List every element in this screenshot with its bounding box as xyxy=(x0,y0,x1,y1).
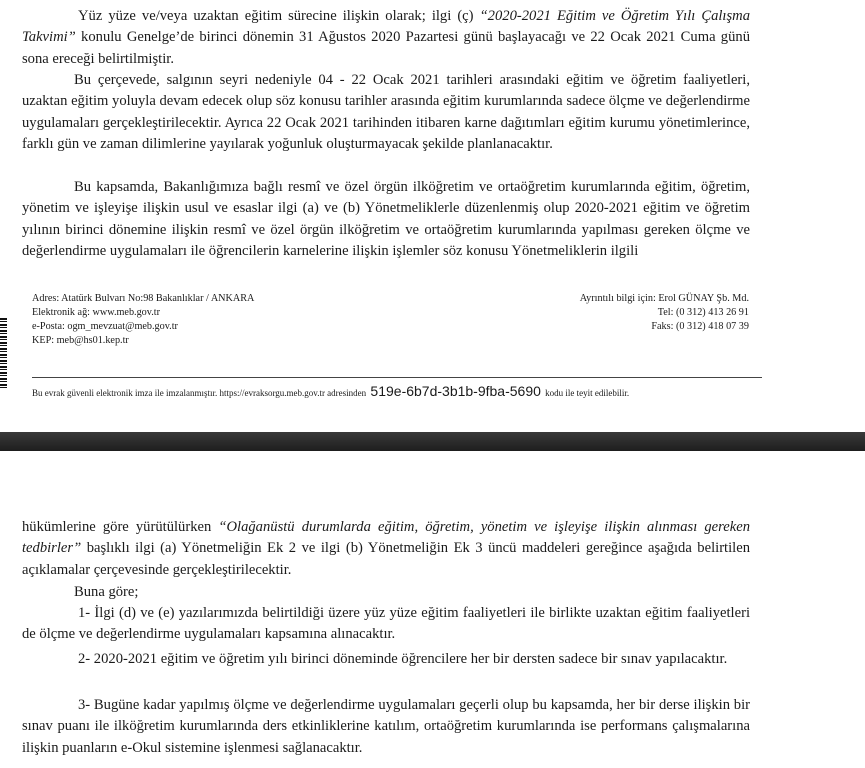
footer-tel: Tel: (0 312) 413 26 91 xyxy=(657,307,749,318)
footer-divider xyxy=(32,377,762,378)
verification-code: 519e-6b7d-3b1b-9fba-5690 xyxy=(370,383,541,399)
paragraph-3: Bu kapsamda, Bakanlığımıza bağlı resmî ve özel örgün ilköğretim ve ortaöğretim kurumlarında eğitim, öğretim, yönetim ve işleyişe ilişkin usul ve esaslar ilgi (a) ve (b) Yönetmeliklerle düzenlenmiş olup 2020-2021 eğitim ve öğretim yılının birinci dönemine ilişkin resmî ve özel örgün ilköğretim ve ortaöğretim kurumlarında yapılması gereken ölçme ve değerlendirme uygulamaları ile öğrencilerin karnelerine ilişkin işlemler söz konusu Yönetmeliklerin ilgili xyxy=(22,179,750,259)
list-item-3: 3- Bugüne kadar yapılmış ölçme ve değerlendirme uygulamaları geçerli olup bu kapsamda, her bir derse ilişkin bir sınav puanı ile ilköğretim kurumlarında ders etkinliklerine katılım, ortaöğretim kurumlarında ise performans çalışmalarına ilişkin puanların e-Okul sistemine işlenmesi sağlanacaktır. xyxy=(22,697,750,756)
barcode xyxy=(0,318,7,390)
footer-email: e-Posta: ogm_mevzuat@meb.gov.tr xyxy=(32,321,178,332)
regulation-title: “Olağanüstü durumlarda eğitim, öğretim, yönetim ve işleyişe ilişkin alınması gereken tedbirler” xyxy=(22,519,750,557)
footer-left xyxy=(32,292,254,348)
footer-fax: Faks: (0 312) 418 07 39 xyxy=(651,321,749,332)
paragraph-4: hükümlerine göre yürütülürken “Olağanüstü durumlarda eğitim, öğretim, yönetim ve işleyişe ilişkin alınması gereken tedbirler” başlıklı ilgi (a) Yönetmeliğin Ek 2 ve ilgi (b) Yönetmeliğin Ek 3 üncü maddeleri gereğince aşağıda belirtilen açıklamalar çerçevesinde gerçekleştirilecektir. xyxy=(22,519,750,578)
footer-web: Elektronik ağ: www.meb.gov.tr xyxy=(32,307,160,318)
verification-line: Bu evrak güvenli elektronik imza ile imzalanmıştır. https://evraksorgu.meb.gov.tr adresinden 519e-6b7d-3b1b-9fba-5690 kodu ile teyit edilebilir. xyxy=(32,383,630,399)
document-page-2 xyxy=(0,451,865,768)
paragraph-5: Buna göre; xyxy=(74,584,139,600)
footer-kep: KEP: meb@hs01.kep.tr xyxy=(32,335,129,346)
paragraph-1: Yüz yüze ve/veya uzaktan eğitim sürecine ilişkin olarak; ilgi (ç) “2020-2021 Eğitim ve Öğretim Yılı Çalışma Takvimi” konulu Genelge’de birinci dönemin 31 Ağustos 2020 Pazartesi günü başlayacağı ve 22 Ocak 2021 Cuma günü sona ereceği belirtilmiştir. xyxy=(22,8,750,67)
page-separator xyxy=(0,432,865,451)
circular-title: “2020-2021 Eğitim ve Öğretim Yılı Çalışma Takvimi” xyxy=(22,8,750,46)
footer-right xyxy=(580,292,749,334)
list-item-1: 1- İlgi (d) ve (e) yazılarımızda belirtildiği üzere yüz yüze eğitim faaliyetleri ile birlikte uzaktan eğitim faaliyetleri de ölçme ve değerlendirme uygulamaları kapsamına alınacaktır. xyxy=(22,605,750,643)
list-item-2: 2- 2020-2021 eğitim ve öğretim yılı birinci döneminde öğrencilere her bir dersten sadece bir sınav yapılacaktır. xyxy=(78,651,728,667)
paragraph-2: Bu çerçevede, salgının seyri nedeniyle 04 - 22 Ocak 2021 tarihleri arasındaki eğitim ve öğretim faaliyetleri, uzaktan eğitim yoluyla devam edecek olup söz konusu tarihler arasında eğitim kurumlarında sadece ölçme ve değerlendirme uygulamaları gerçekleştirilecektir. Ayrıca 22 Ocak 2021 tarihinden itibaren karne dağıtımları eğitim kurumu yönetimlerince, farklı gün ve zaman dilimlerine yayılarak yoğunluk oluşturmayacak şekilde planlanacaktır. xyxy=(22,72,750,152)
footer-address: Adres: Atatürk Bulvarı No:98 Bakanlıklar / ANKARA xyxy=(32,293,255,304)
footer-contact: Ayrıntılı bilgi için: Erol GÜNAY Şb. Md. xyxy=(579,293,749,304)
